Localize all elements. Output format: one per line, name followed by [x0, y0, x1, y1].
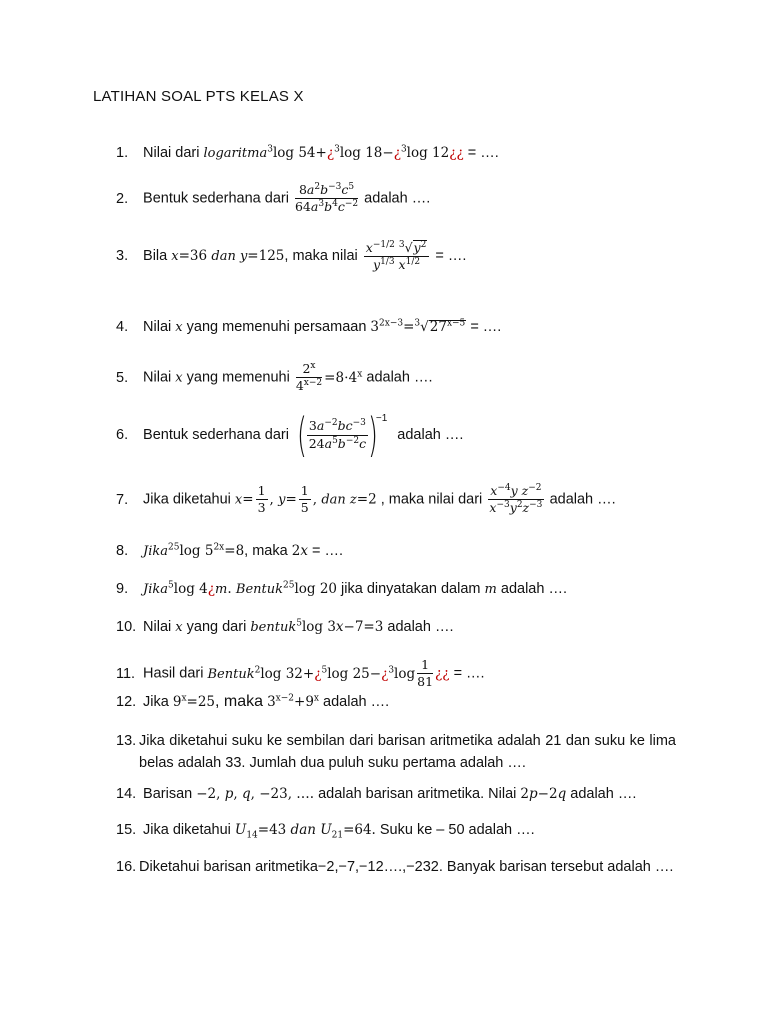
question-10 [116, 620, 453, 635]
question-5 [116, 362, 432, 394]
question-text-mid: yang dari [186, 619, 247, 635]
question-tail: adalah …. [387, 619, 454, 635]
question-text-maka: , maka [215, 693, 264, 710]
math-expression: logaritma$^3$log 54+¿$^3$log 18−¿$^3$log 12¿¿ [203, 144, 464, 161]
question-text: Nilai [143, 369, 172, 386]
question-number: 13. [116, 733, 137, 749]
math-variable: x [175, 620, 183, 635]
math-expression-2: 2x [291, 543, 308, 559]
question-number: 4. [116, 319, 129, 335]
question-12 [116, 694, 389, 710]
question-text-mid: yang memenuhi [186, 369, 290, 386]
question-text-mid: , maka nilai [284, 248, 358, 265]
question-text: Nilai [143, 619, 172, 635]
math-expression-2: 2p−2q [520, 786, 567, 802]
math-expression: $U_{14}=43$ dan $U_{21}=64$. [234, 822, 376, 841]
question-6 [116, 408, 464, 462]
question-number: 1. [116, 145, 129, 161]
question-text: jika dinyatakan dalam [341, 581, 481, 597]
question-text: Bentuk sederhana dari [143, 426, 289, 443]
question-tail: Suku ke – 50 adalah …. [379, 822, 535, 838]
question-tail: adalah …. [397, 426, 464, 443]
question-1 [116, 146, 499, 161]
math-fraction: $\frac{3a^{-2}bc^{-3}}{24a^5b^{-2}c}$ [308, 417, 367, 451]
question-text-mid: adalah barisan aritmetika. Nilai [318, 786, 517, 802]
question-15 [116, 822, 535, 841]
question-number: 10. [116, 619, 137, 635]
question-number: 12. [116, 694, 137, 710]
question-tail: = …. [470, 319, 502, 335]
question-number: 15. [116, 822, 137, 838]
question-tail: adalah …. [366, 369, 433, 386]
question-text: Jika [143, 694, 169, 710]
question-4 [116, 320, 501, 335]
left-paren: ( [297, 408, 307, 462]
question-number: 3. [116, 248, 129, 265]
question-number: 16. [116, 859, 137, 875]
question-text: Jika diketahui [143, 822, 231, 838]
question-16 [116, 856, 676, 878]
question-tail: = …. [311, 543, 343, 559]
question-8 [116, 544, 343, 559]
page-title: LATIHAN SOAL PTS KELAS X [93, 88, 304, 105]
math-expression-2: $3^{x-2}+9^x$ [267, 693, 319, 710]
math-expression: $=8\cdot 4^x$ [324, 369, 363, 386]
question-9 [116, 582, 567, 597]
question-text-mid: yang memenuhi persamaan [186, 319, 367, 335]
question-tail: adalah …. [500, 581, 567, 597]
question-number: 9. [116, 581, 129, 597]
math-expression: Bentuk$^2$log 32+¿$^5$log 25−¿$^3$log [207, 665, 416, 682]
math-fraction: $\frac{x^{-1/2} ^3√y^2}{y^{1/3} x^{1/2}}$ [364, 240, 430, 273]
question-tail: adalah …. [549, 491, 616, 508]
math-expression: Jika$^{25}$log $5^{2x}=8$ [143, 542, 245, 559]
question-13 [116, 730, 676, 774]
question-text: Nilai dari [143, 145, 200, 161]
question-number: 14. [116, 786, 137, 802]
math-variable: m [484, 582, 497, 597]
math-fraction: $\frac{8a^2b^{-3}c^5}{64a^3b^4c^{-2}}$ [294, 181, 359, 215]
math-variable: x [175, 320, 183, 335]
question-number: 6. [116, 426, 129, 443]
question-tail: = …. [453, 665, 485, 682]
question-14 [116, 787, 636, 802]
math-fraction: $\frac{1}{81}$ [417, 657, 434, 690]
right-paren: ) [367, 408, 378, 462]
math-expression: x [171, 249, 179, 265]
question-text: Hasil dari [143, 665, 204, 682]
math-expression: $9^x=25$ [172, 693, 216, 710]
question-7: 7. Jika diketahui x= $\frac{1}{3}$ , y= $\frac{1}{5}$ , dan z=2 , maka nilai dari $\frac{x^{-4}y z^{-2}}{x^{-3}y^2z^{-3}}$ adalah …. [116, 482, 616, 516]
question-text: , maka [244, 543, 288, 559]
question-number: 11. [116, 665, 136, 682]
question-tail: adalah …. [364, 190, 431, 207]
question-text: Nilai [143, 319, 172, 335]
question-11: 11. Hasil dari Bentuk$^2$log 32+¿$^5$log 25−¿$^3$log $\frac{1}{81}$ ¿¿ = …. [116, 657, 485, 690]
question-text: Jika diketahui suku ke sembilan dari barisan aritmetika adalah 21 dan suku ke lima belas adalah 33. Jumlah dua puluh suku pertama adalah …. [139, 733, 676, 771]
question-3: 3. Bila x=36 dan y=125, maka nilai $\frac{x^{-1/2} ^3√y^2}{y^{1/3} x^{1/2}}$ = …. [116, 239, 467, 273]
math-expression: Jika$^5$log 4¿m. Bentuk$^{25}$log 20 [143, 580, 338, 597]
question-text: Barisan [143, 786, 193, 802]
question-number: 7. [116, 491, 129, 508]
math-expression: bentuk$^5$log 3x−7=3 [250, 618, 384, 635]
question-tail: adalah …. [570, 786, 637, 802]
question-tail: = …. [467, 145, 499, 161]
question-number: 2. [116, 190, 129, 207]
math-fraction: $\frac{x^{-4}y z^{-2}}{x^{-3}y^2z^{-3}}$ [489, 482, 543, 516]
math-fraction: $\frac{2^x}{4^{x-2}}$ [295, 360, 323, 394]
question-text: Jika diketahui [143, 491, 231, 508]
math-expression: $3^{2x-3}=^3√27^{x-5}$ [370, 318, 466, 335]
question-number: 5. [116, 369, 129, 386]
math-variable: x [175, 370, 183, 386]
question-text-mid: , maka nilai dari [380, 491, 483, 508]
question-2 [116, 183, 430, 215]
math-expression: x [234, 492, 243, 508]
question-tail: adalah …. [323, 694, 390, 710]
exponent: −1 [375, 413, 388, 424]
question-text: Diketahui barisan aritmetika−2,−7,−12….,−232. Banyak barisan tersebut adalah …. [139, 859, 674, 875]
math-expression: −2, p, q, −23, …. [196, 786, 315, 802]
question-number: 8. [116, 543, 129, 559]
question-text: Bila [143, 248, 168, 265]
question-text: Bentuk sederhana dari [143, 190, 289, 207]
question-tail: = …. [435, 248, 467, 265]
